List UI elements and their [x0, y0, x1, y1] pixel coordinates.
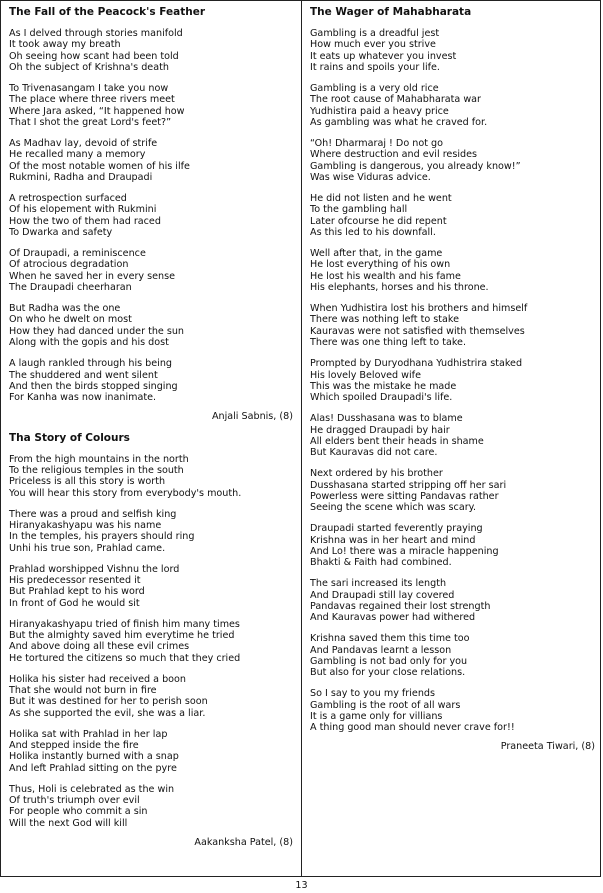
poem-line: Of truth's triumph over evil [9, 795, 140, 807]
poem-line: To the religious temples in the south [9, 464, 184, 476]
stanza [9, 193, 293, 239]
poem-title: Tha Story of Colours [9, 431, 130, 444]
stanza [310, 248, 595, 294]
poem-line: Prompted by Duryodhana Yudhistrira staked [310, 358, 523, 370]
poem-line: Of his elopement with Rukmini [9, 204, 157, 216]
poem-line: Hiranyakashyapu was his name [9, 519, 162, 531]
poem-line: From the high mountains in the north [9, 453, 189, 465]
poem-line: When Yudhistira lost his brothers and himself [310, 303, 528, 315]
poem-line: Gambling is a dreadful jest [310, 28, 440, 39]
poem-line: Dusshasana started stripping off her sari [310, 479, 507, 491]
poem-line: On who he dwelt on most [9, 314, 132, 326]
poem-line: Unhi his true son, Prahlad came. [9, 542, 166, 554]
poem-line: For people who commit a sin [9, 806, 148, 818]
poem-line: The root cause of Mahabharata war [310, 94, 482, 106]
poem-line: Next ordered by his brother [310, 468, 443, 480]
stanza [310, 633, 595, 679]
poem-line: A thing good man should never crave for!! [310, 722, 515, 734]
poem-line: And left Prahlad sitting on the pyre [9, 762, 177, 774]
poem-line: Of atrocious degradation [9, 259, 129, 271]
stanza [310, 28, 595, 74]
poem-line: Holika instantly burned with a snap [9, 751, 179, 763]
poem-line: Powerless were sitting Pandavas rather [310, 490, 499, 502]
poem-line: That she would not burn in fire [9, 684, 157, 696]
poem-line: This was the mistake he made [310, 380, 457, 392]
poem-line: And Lo! there was a miracle happening [310, 545, 499, 557]
poem-line: The shuddered and went silent [9, 369, 158, 381]
poem-line: Holika sat with Prahlad in her lap [9, 728, 168, 740]
poem-title: The Fall of the Peacock's Feather [9, 6, 206, 18]
poem-line: But also for your close relations. [310, 667, 466, 679]
poem-line: The sari increased its length [310, 578, 447, 590]
poem-line: His elephants, horses and his throne. [310, 282, 489, 294]
poem-line: But it was destined for her to perish soon [9, 696, 208, 708]
poem-line: It rains and spoils your life. [310, 62, 440, 74]
poem-line: He tortured the citizens so much that they cried [9, 652, 241, 664]
stanza [9, 138, 293, 184]
poem-line: A retrospection surfaced [9, 193, 127, 205]
stanza [9, 28, 293, 74]
poem-line: As she supported the evil, she was a liar. [9, 707, 206, 719]
poem-line: Bhakti & Faith had combined. [310, 557, 452, 569]
poem-author: Praneeta Tiwari, (8) [500, 741, 595, 753]
poem-line: The Draupadi cheerharan [9, 282, 132, 294]
poem-line: When he saved her in every sense [9, 270, 176, 282]
poem-line: But Radha was the one [9, 303, 121, 315]
poem-line: Krishna was in her heart and mind [310, 534, 476, 546]
poem-line: He recalled many a memory [9, 149, 146, 161]
poem-line: Kauravas were not satisfied with themselves [310, 325, 525, 337]
stanza [310, 138, 595, 184]
poem-line: “Oh! Dharmaraj ! Do not go [310, 138, 443, 150]
poem-line: There was one thing left to take. [310, 337, 467, 349]
poem-line: And above doing all these evil crimes [9, 641, 190, 653]
poem-line: How they had danced under the sun [9, 325, 185, 337]
poem-line: And Pandavas learnt a lesson [310, 644, 452, 656]
stanza [9, 784, 293, 830]
poem-line: As Madhav lay, devoid of strife [9, 138, 158, 150]
poem-line: For Kanha was now inanimate. [9, 392, 157, 404]
stanza [9, 454, 293, 500]
poem-line: Gambling is a very old rice [310, 83, 439, 95]
poem-line: Oh the subject of Krishna's death [9, 62, 169, 74]
stanza [9, 303, 293, 349]
poem-line: You will hear this story from everybody's mouth. [9, 487, 242, 499]
poem-line: But Prahlad kept to his word [9, 586, 145, 598]
poem-line: Later ofcourse he did repent [310, 215, 447, 227]
poem-line: As gambling was what he craved for. [310, 117, 488, 129]
poem-line: To the gambling hall [310, 204, 408, 216]
poem-line: How much ever you strive [310, 39, 436, 51]
poem-line: Hiranyakashyapu tried of finish him many times [9, 618, 240, 630]
stanza [310, 303, 595, 349]
poem-line: Alas! Dusshasana was to blame [310, 413, 463, 425]
stanza [310, 193, 595, 239]
poem-line: Where Jara asked, “It happened how [9, 105, 185, 117]
poem-line: And Draupadi still lay covered [310, 589, 455, 601]
poem-line: Priceless is all this story is worth [9, 476, 166, 488]
poem-line: A laugh rankled through his being [9, 358, 172, 370]
poem-line: There was a proud and selfish king [9, 508, 177, 520]
poem-line: Seeing the scene which was scary. [310, 502, 477, 514]
poem-line: But Kauravas did not care. [310, 447, 438, 459]
stanza [9, 674, 293, 720]
poem-line: Krishna saved them this time too [310, 633, 470, 645]
poem-line: He dragged Draupadi by hair [310, 424, 450, 436]
poem-line: The place where three rivers meet [9, 94, 175, 106]
poem-line: He lost his wealth and his fame [310, 270, 461, 282]
stanza [9, 564, 293, 610]
poem-line: Yudhistira paid a heavy price [310, 105, 449, 117]
poem-line: In front of God he would sit [9, 597, 140, 609]
stanza [310, 413, 595, 459]
poem-line: All elders bent their heads in shame [310, 435, 484, 447]
poem-line: Gambling is dangerous, you already know!” [310, 160, 521, 172]
poem-line: His lovely Beloved wife [310, 369, 421, 381]
poem-line: Will the next God will kill [9, 817, 128, 829]
poem-line: So I say to you my friends [310, 688, 435, 700]
poem-line: Pandavas regained their lost strength [310, 600, 491, 612]
poem-line: Gambling is not bad only for you [310, 655, 468, 667]
poem-line: His predecessor resented it [9, 574, 141, 586]
poem-line: And Kauravas power had withered [310, 612, 476, 624]
poem-line: But the almighty saved him everytime he tried [9, 629, 235, 641]
poem-line: Of Draupadi, a reminiscence [9, 248, 146, 260]
stanza [9, 83, 293, 129]
stanza [310, 83, 595, 129]
poem-line: There was nothing left to stake [310, 314, 460, 326]
poem [310, 6, 595, 753]
poem-line: Thus, Holi is celebrated as the win [9, 783, 175, 795]
poem-line: It took away my breath [9, 39, 121, 51]
stanza [310, 468, 595, 514]
poem-line: That I shot the great Lord's feet?” [9, 117, 172, 129]
poem-line: To Dwarka and safety [9, 227, 113, 239]
stanza [310, 688, 595, 734]
poem-line: And then the birds stopped singing [9, 380, 178, 392]
poem-author: Anjali Sabnis, (8) [211, 411, 293, 423]
poem-line: As I delved through stories manifold [9, 28, 183, 39]
poem-line: Well after that, in the game [310, 248, 443, 260]
stanza [9, 729, 293, 775]
stanza [310, 358, 595, 404]
poem-line: Of the most notable women of his ilfe [9, 160, 190, 172]
poem-line: He did not listen and he went [310, 193, 452, 205]
poem-line: Oh seeing how scant had been told [9, 50, 179, 62]
stanza [310, 523, 595, 569]
poem-line: It eats up whatever you invest [310, 50, 457, 62]
poem-author: Aakanksha Patel, (8) [194, 836, 293, 848]
poem-line: Holika his sister had received a boon [9, 673, 186, 685]
stanza [310, 578, 595, 624]
stanza [9, 248, 293, 294]
poem-line: In the temples, his prayers should ring [9, 531, 195, 543]
stanza [9, 509, 293, 555]
poem-line: Gambling is the root of all wars [310, 699, 461, 711]
poem-line: To Trivenasangam I take you now [9, 83, 169, 95]
stanza [9, 619, 293, 665]
right-column [302, 0, 601, 762]
poem-line: Along with the gopis and his dost [9, 337, 169, 349]
poem-title: The Wager of Mahabharata [310, 6, 472, 18]
poem-line: Where destruction and evil resides [310, 149, 477, 161]
poem-line: It is a game only for villians [310, 711, 443, 722]
poem-line: Rukmini, Radha and Draupadi [9, 172, 153, 184]
poem [9, 6, 293, 423]
poem-line: And stepped inside the fire [9, 740, 139, 751]
page-number: 13 [295, 880, 308, 891]
poem-line: Was wise Viduras advice. [310, 172, 431, 184]
stanza [9, 358, 293, 404]
poem-line: He lost everything of his own [310, 259, 451, 271]
poem [9, 432, 293, 849]
poem-line: Prahlad worshipped Vishnu the lord [9, 563, 180, 575]
poem-line: Draupadi started feverently praying [310, 523, 483, 535]
poem-line: How the two of them had raced [9, 215, 161, 227]
left-column [0, 0, 301, 857]
poem-line: Which spoiled Draupadi's life. [310, 392, 453, 404]
poem-line: As this led to his downfall. [310, 227, 436, 239]
